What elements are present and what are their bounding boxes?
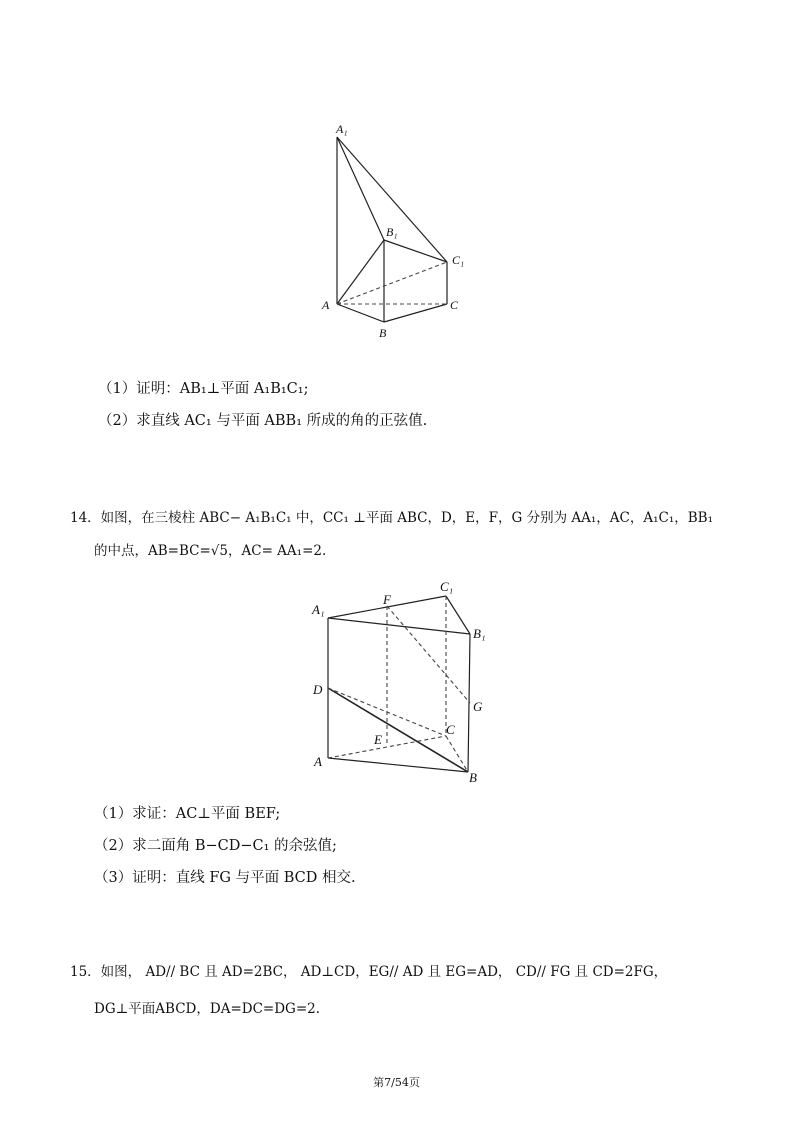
p14-question-2: （2）求二面角 B−CD−C₁ 的余弦值;	[94, 838, 337, 854]
label-E: E	[374, 732, 382, 747]
label-B1: B₁	[386, 225, 398, 239]
p15-stem-line-2: DG⊥平面ABCD，DA=DC=DG=2.	[94, 1001, 321, 1017]
label-G: G	[473, 699, 483, 714]
label-B: B	[469, 770, 477, 785]
figure-2-lines	[328, 596, 470, 772]
label-A: A	[322, 298, 330, 312]
label-C1: C₁	[440, 579, 454, 594]
label-C1: C₁	[452, 253, 465, 267]
label-A1: A₁	[312, 602, 325, 617]
label-C: C	[446, 722, 455, 737]
label-A: A	[314, 754, 322, 769]
label-B1: B₁	[473, 626, 486, 641]
p14-question-1: （1）求证：AC⊥平面 BEF;	[94, 806, 281, 822]
label-D: D	[313, 682, 323, 697]
p13-question-1: （1）证明：AB₁⊥平面 A₁B₁C₁;	[98, 381, 309, 397]
label-F: F	[383, 592, 391, 607]
p14-stem-line-1: 14．如图，在三棱柱 ABC− A₁B₁C₁ 中，CC₁ ⊥平面 ABC，D，E，F，G 分别为 AA₁，AC，A₁C₁，BB₁	[70, 510, 714, 526]
p14-question-3: （3）证明：直线 FG 与平面 BCD 相交.	[94, 870, 356, 886]
label-A1: A₁	[336, 122, 348, 136]
p15-stem-line-1: 15．如图， AD// BC 且 AD=2BC， AD⊥CD，EG// AD 且 EG=AD， CD// FG 且 CD=2FG，	[70, 964, 668, 980]
label-C: C	[450, 298, 459, 312]
label-B: B	[379, 326, 387, 340]
p13-question-2: （2）求直线 AC₁ 与平面 ABB₁ 所成的角的正弦值.	[98, 413, 428, 429]
p14-stem-line-2: 的中点，AB=BC=√5，AC= AA₁=2.	[94, 543, 327, 559]
page-number: 第7/54页	[373, 1076, 420, 1089]
